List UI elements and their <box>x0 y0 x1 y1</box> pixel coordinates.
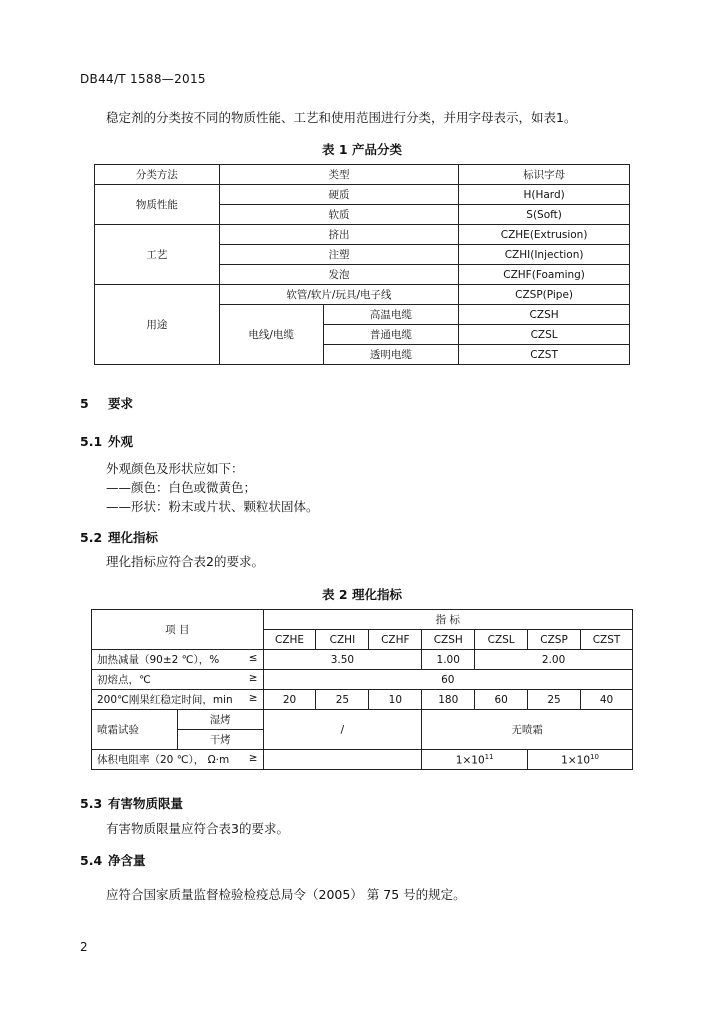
table-row <box>92 670 633 690</box>
section-number: 5.2 <box>80 530 103 545</box>
value-cell: / <box>263 710 422 750</box>
document-id: DB44/T 1588—2015 <box>80 72 206 86</box>
code-cell: CZST <box>459 345 630 365</box>
table-row <box>92 750 633 770</box>
section-5-3-text: 有害物质限量应符合表3的要求。 <box>106 821 289 836</box>
subgroup-cell: 电线/电缆 <box>219 305 323 365</box>
sub-item-label: 干烤 <box>177 730 263 750</box>
type-cell: 硬质 <box>219 185 458 205</box>
code-header: CZST <box>581 630 633 650</box>
section-5-4-heading <box>80 851 146 869</box>
value-text: 1×10 <box>561 754 590 767</box>
table-row <box>95 225 630 245</box>
value-cell: 3.50 <box>263 650 422 670</box>
appearance-line: 外观颜色及形状应如下： <box>106 461 244 476</box>
section-5-2-heading <box>80 528 158 546</box>
code-header: CZSP <box>528 630 581 650</box>
comparison-symbol: ≥ <box>248 752 258 764</box>
item-label: 喷霜试验 <box>92 710 178 750</box>
item-text: 体积电阻率（20 ℃）， Ω·m <box>97 754 230 766</box>
value-text: 1×10 <box>455 754 485 767</box>
comparison-symbol: ≤ <box>248 652 258 664</box>
type-cell: 高温电缆 <box>323 305 459 325</box>
value-cell: 10 <box>369 690 422 710</box>
table-row <box>92 710 633 730</box>
type-cell: 发泡 <box>219 265 458 285</box>
code-cell: CZSH <box>459 305 630 325</box>
value-cell: 25 <box>316 690 369 710</box>
section-title: 要求 <box>108 396 134 411</box>
item-text: 加热减量（90±2 ℃），% <box>97 654 220 666</box>
table-row <box>95 185 630 205</box>
value-cell: 60 <box>263 670 632 690</box>
physicochemical-index-table <box>91 609 633 770</box>
group-cell: 物质性能 <box>95 185 220 225</box>
table2-caption: 表 2 理化指标 <box>322 587 402 602</box>
code-cell: S(Soft) <box>459 205 630 225</box>
section-number: 5.1 <box>80 434 103 449</box>
value-cell <box>528 750 633 770</box>
code-cell: CZHF(Foaming) <box>459 265 630 285</box>
item-text: 200℃刚果红稳定时间，min <box>97 694 233 706</box>
index-header: 指 标 <box>263 610 632 630</box>
table-row <box>92 650 633 670</box>
value-cell: 无喷霜 <box>422 710 633 750</box>
item-label <box>92 670 264 690</box>
code-cell: CZHI(Injection) <box>459 245 630 265</box>
value-cell: 180 <box>422 690 475 710</box>
value-cell: 40 <box>581 690 633 710</box>
value-cell: 25 <box>528 690 581 710</box>
section-number: 5 <box>80 396 89 411</box>
item-label <box>92 690 264 710</box>
section-number: 5.3 <box>80 796 103 811</box>
code-cell: CZHE(Extrusion) <box>459 225 630 245</box>
section-number: 5.4 <box>80 853 103 868</box>
section-5-heading <box>80 394 133 412</box>
group-cell: 工艺 <box>95 225 220 285</box>
code-header: CZSL <box>475 630 528 650</box>
exponent: 10 <box>590 752 599 761</box>
code-cell: CZSL <box>459 325 630 345</box>
header-cell: 分类方法 <box>95 165 220 185</box>
product-classification-table <box>94 164 630 365</box>
table1-caption: 表 1 产品分类 <box>322 142 402 157</box>
value-cell <box>263 750 422 770</box>
appearance-line: ——颜色：白色或微黄色； <box>106 480 257 495</box>
type-cell: 注塑 <box>219 245 458 265</box>
comparison-symbol: ≥ <box>248 692 258 704</box>
value-cell: 20 <box>263 690 316 710</box>
item-label <box>92 750 264 770</box>
section-title: 理化指标 <box>108 530 159 545</box>
item-label <box>92 650 264 670</box>
table-header-row <box>92 610 633 630</box>
value-cell: 1.00 <box>422 650 475 670</box>
table-row <box>95 285 630 305</box>
code-header: CZHE <box>263 630 316 650</box>
table-row <box>92 690 633 710</box>
type-cell: 透明电缆 <box>323 345 459 365</box>
value-cell: 2.00 <box>475 650 633 670</box>
type-cell: 普通电缆 <box>323 325 459 345</box>
code-header: CZSH <box>422 630 475 650</box>
section-5-1-heading <box>80 432 133 450</box>
page-number: 2 <box>80 940 88 954</box>
header-cell: 类型 <box>219 165 458 185</box>
intro-paragraph: 稳定剂的分类按不同的物质性能、工艺和使用范围进行分类，并用字母表示，如表1。 <box>106 110 577 125</box>
code-cell: H(Hard) <box>459 185 630 205</box>
value-cell: 60 <box>475 690 528 710</box>
section-title: 外观 <box>108 434 134 449</box>
type-cell: 挤出 <box>219 225 458 245</box>
section-title: 净含量 <box>108 853 146 868</box>
section-5-2-text: 理化指标应符合表2的要求。 <box>106 554 264 569</box>
item-text: 初熔点，℃ <box>97 674 151 686</box>
header-cell: 标识字母 <box>459 165 630 185</box>
code-header: CZHI <box>316 630 369 650</box>
section-title: 有害物质限量 <box>108 796 184 811</box>
code-cell: CZSP(Pipe) <box>459 285 630 305</box>
exponent: 11 <box>484 752 494 761</box>
table-header-row <box>95 165 630 185</box>
comparison-symbol: ≥ <box>248 672 258 684</box>
group-cell: 用途 <box>95 285 220 365</box>
section-5-3-heading <box>80 794 183 812</box>
item-header: 项 目 <box>92 610 264 650</box>
appearance-line: ——形状：粉末或片状、颗粒状固体。 <box>106 499 319 514</box>
value-cell <box>422 750 528 770</box>
section-5-4-text: 应符合国家质量监督检验检疫总局令（2005） 第 75 号的规定。 <box>106 887 466 902</box>
sub-item-label: 湿烤 <box>177 710 263 730</box>
code-header: CZHF <box>369 630 422 650</box>
type-cell: 软质 <box>219 205 458 225</box>
type-cell: 软管/软片/玩具/电子线 <box>219 285 458 305</box>
